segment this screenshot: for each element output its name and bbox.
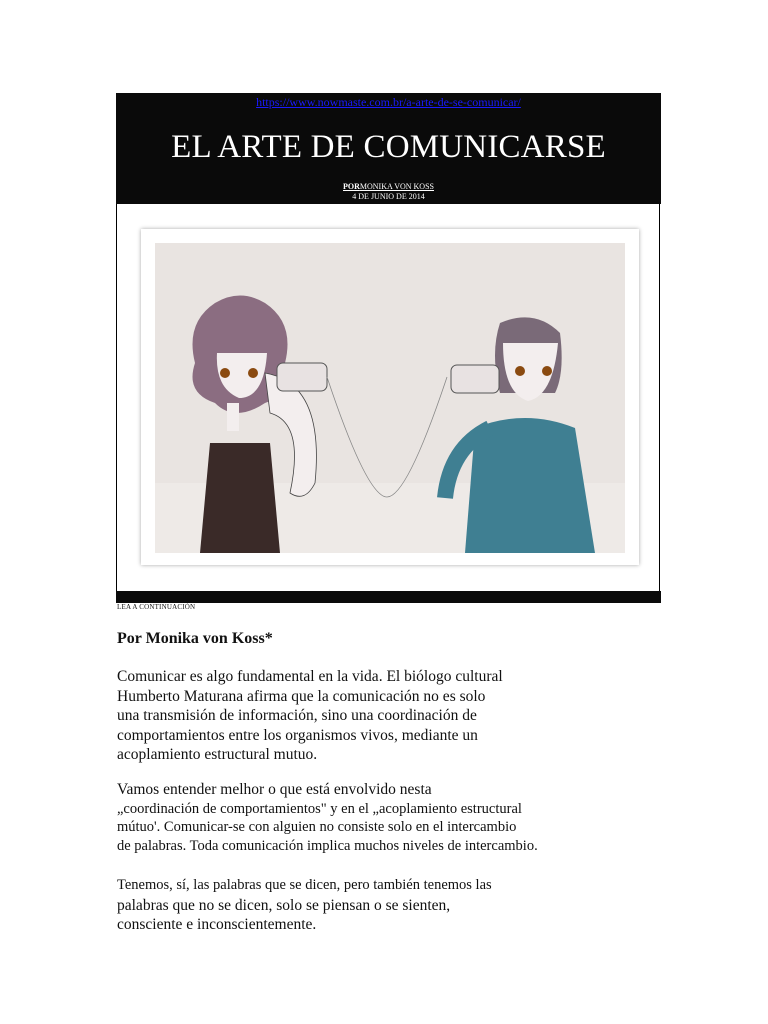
paragraph-2-line: mútuo'. Comunicar-se con alguien no consiste solo en el intercambio [117, 819, 517, 835]
paragraph-3-line: Tenemos, sí, las palabras que se dicen, pero también tenemos las [117, 877, 492, 893]
article-author-line: Por Monika von Koss* [117, 630, 273, 647]
article-title: EL ARTE DE COMUNICARSE [171, 129, 606, 165]
paragraph-2-line: Vamos entender melhor o que está envolvido nesta [117, 781, 432, 798]
paragraph-2-line: „coordinación de comportamientos" y en el „acoplamiento estructural [117, 800, 522, 817]
byline-prefix: POR [343, 182, 360, 191]
read-more-link[interactable]: LEA A CONTINUACIÓN [117, 603, 196, 611]
paragraph-1-line: una transmisión de información, sino una coordinación de [117, 707, 477, 724]
byline [116, 182, 661, 202]
paragraph-3-line: palabras que no se dicen, solo se piensan o se sienten, [117, 896, 451, 914]
paragraph-1-line: Humberto Maturana afirma que la comunicación no es solo [117, 687, 486, 705]
paragraph-3 [117, 876, 587, 935]
paragraph-1 [117, 667, 587, 765]
source-url-link[interactable]: https://www.nowmaste.com.br/a-arte-de-se-comunicar/ [256, 95, 521, 109]
illustration-drawing [155, 243, 625, 553]
paragraph-1-line: Comunicar es algo fundamental en la vida. El biólogo cultural [117, 668, 503, 685]
paragraph-2-line: de palabras. Toda comunicación implica muchos niveles de intercambio. [117, 837, 538, 854]
byline-author[interactable]: MONIKA VON KOSS [359, 182, 434, 191]
article-header [116, 93, 661, 204]
illustration-tin-can-phone [141, 229, 639, 565]
paragraph-1-line: acoplamiento estructural mutuo. [117, 746, 318, 763]
image-footer-bar [116, 591, 661, 603]
paragraph-3-line: consciente e inconscientemente. [117, 916, 317, 933]
paragraph-2 [117, 781, 587, 855]
byline-date: 4 DE JUNIO DE 2014 [352, 192, 425, 201]
paragraph-1-line: comportamientos entre los organismos vivos, mediante un [117, 726, 478, 744]
